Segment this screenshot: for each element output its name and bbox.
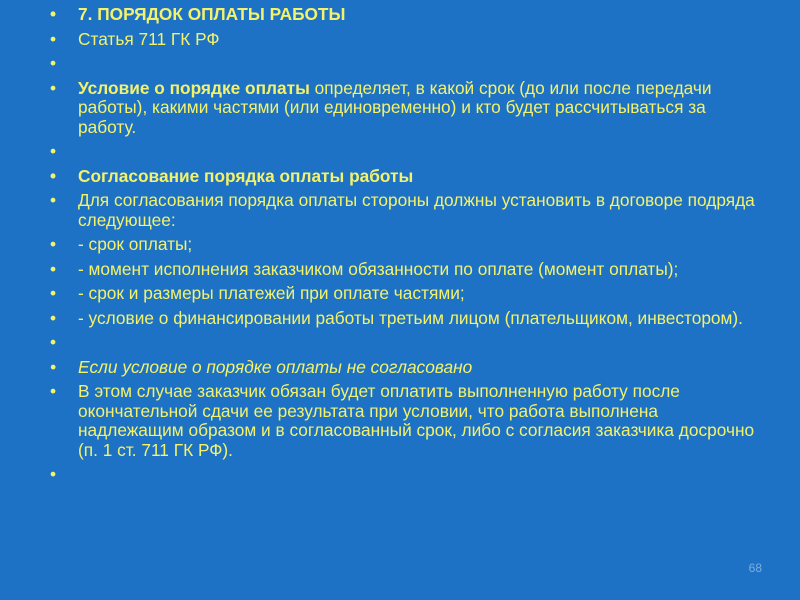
- not-agreed-text: • В этом случае заказчик обязан будет оплатить выполненную работу после окончательной сдачи ее результата при условии, что работа выполнена надлежащим образом и в согласованный срок, либо с согласия заказчика досрочно (п. 1 ст. 711 ГК РФ).: [50, 382, 765, 460]
- agreement-heading: • Согласование порядка оплаты работы: [50, 167, 765, 187]
- agreement-intro: • Для согласования порядка оплаты стороны должны установить в договоре подряда следующее:: [50, 191, 765, 230]
- empty-bullet: [50, 54, 765, 74]
- payment-condition-text: определяет, в какой срок (до или после передачи работы), какими частями (или единовременно) и кто будет рассчитываться за работу.: [78, 77, 712, 137]
- not-agreed-heading: • Если условие о порядке оплаты не согласовано: [50, 358, 765, 378]
- empty-bullet: [50, 333, 765, 353]
- empty-bullet: [50, 465, 765, 485]
- bullet-list: [50, 5, 765, 490]
- agreement-item-payment-moment: • - момент исполнения заказчиком обязанности по оплате (момент оплаты);: [50, 260, 765, 280]
- agreement-item-payment-term: • - срок оплаты;: [50, 235, 765, 255]
- page-number: 68: [748, 561, 762, 575]
- payment-condition-term: Условие о порядке оплаты: [78, 77, 310, 98]
- agreement-item-installments: • - срок и размеры платежей при оплате частями;: [50, 284, 765, 304]
- article-reference: • Статья 711 ГК РФ: [50, 30, 765, 50]
- payment-condition-paragraph: [50, 79, 765, 138]
- section-heading: • 7. ПОРЯДОК ОПЛАТЫ РАБОТЫ: [50, 5, 765, 25]
- empty-bullet: [50, 142, 765, 162]
- agreement-item-third-party-financing: • - условие о финансировании работы третьим лицом (плательщиком, инвестором).: [50, 309, 765, 329]
